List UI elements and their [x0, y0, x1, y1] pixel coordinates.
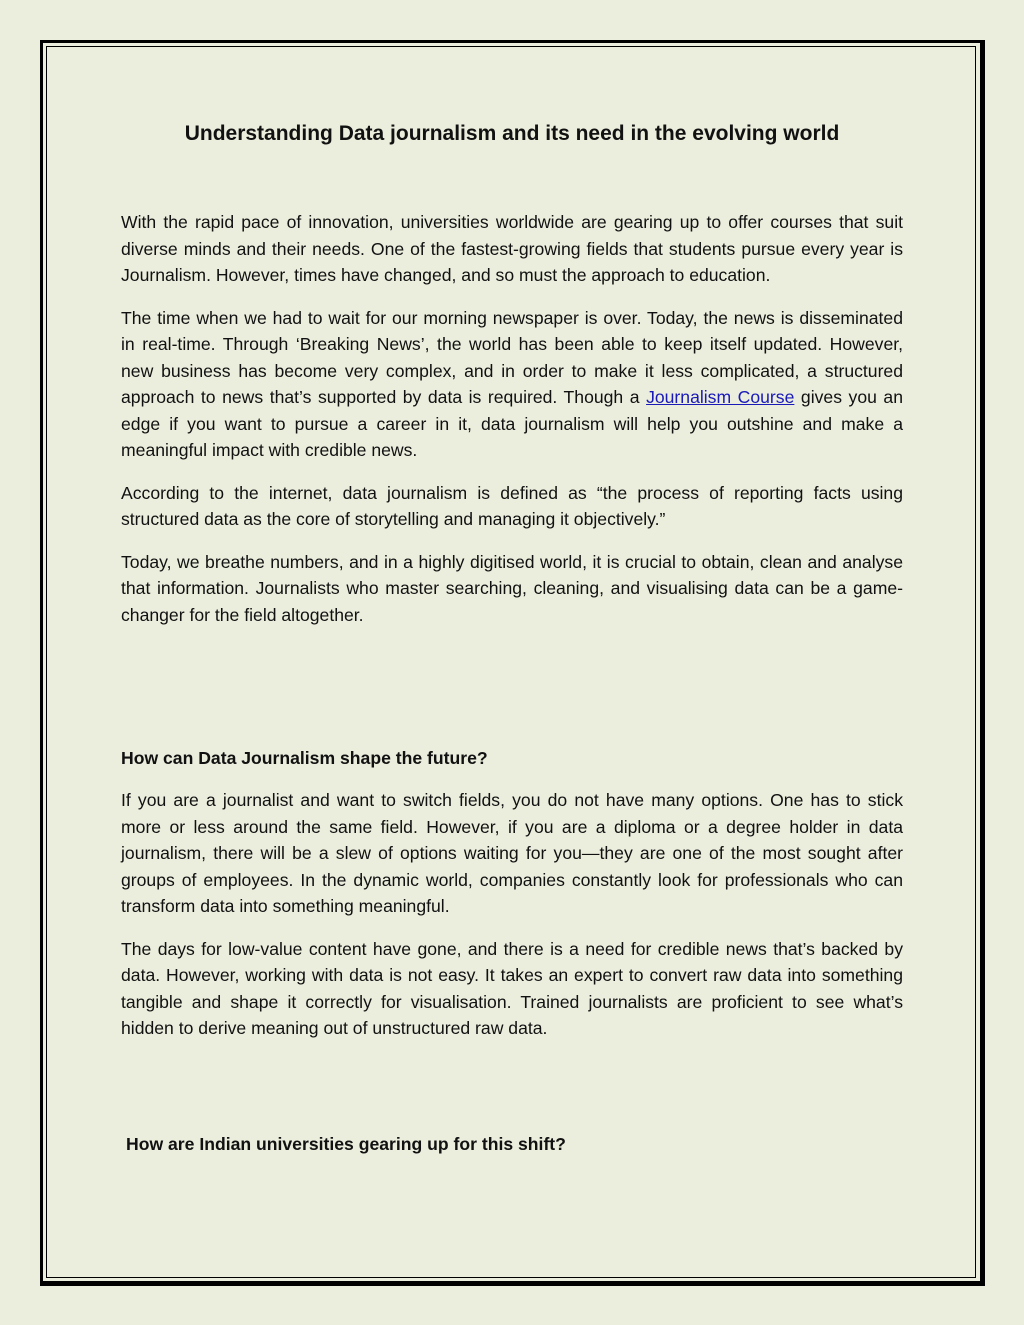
heading-future: How can Data Journalism shape the future?: [121, 748, 488, 768]
paragraph-6: The days for low-value content have gone, and there is a need for credible news that’s backed by data. However, working with data is not easy. It takes an expert to convert raw data into something tangible and shape it correctly for visualisation. Trained journalists are proficient to see what’s hidden to derive meaning out of unstructured raw data.: [121, 938, 903, 1038]
section-intro: [121, 209, 903, 644]
paragraph-2-text-a: The time when we had to wait for our morning newspaper is over. Today, the news is disseminated in real-time. Through ‘Breaking News’, the world has been able to keep itself updated. However, new business has become very complex, and in order to make it less complicated, a structured approach to news that’s supported by data is required. Though a: [121, 307, 903, 407]
heading-universities: How are Indian universities gearing up for this shift?: [126, 1134, 566, 1154]
paragraph-1: With the rapid pace of innovation, universities worldwide are gearing up to offer courses that suit diverse minds and their needs. One of the fastest-growing fields that students pursue every year is Journalism. However, times have changed, and so must the approach to education.: [121, 212, 903, 285]
paragraph-5: If you are a journalist and want to switch fields, you do not have many options. One has to stick more or less around the same field. However, if you are a diploma or a degree holder in data journalism, there will be a slew of options waiting for you—they are one of the most sought after groups of employees. In the dynamic world, companies constantly look for professionals who can transform data into something meaningful.: [121, 790, 903, 916]
paragraph-2-text-b: gives you an edge if you want to pursue a career in it, data journalism will help you outshine and make a meaningful impact with credible news.: [121, 387, 903, 460]
paragraph-3: According to the internet, data journalism is defined as “the process of reporting facts using structured data as the core of storytelling and managing it objectively.”: [121, 482, 903, 529]
paragraph-4: Today, we breathe numbers, and in a highly digitised world, it is crucial to obtain, clean and analyse that information. Journalists who master searching, cleaning, and visualising data can be a game-changer for the field altogether.: [121, 551, 903, 625]
paragraph-2: [121, 305, 903, 464]
section-future: [121, 745, 903, 1058]
section-universities: [126, 1131, 908, 1157]
document-title: Understanding Data journalism and its need in the evolving world: [184, 122, 840, 145]
journalism-course-link[interactable]: Journalism Course: [646, 387, 795, 407]
